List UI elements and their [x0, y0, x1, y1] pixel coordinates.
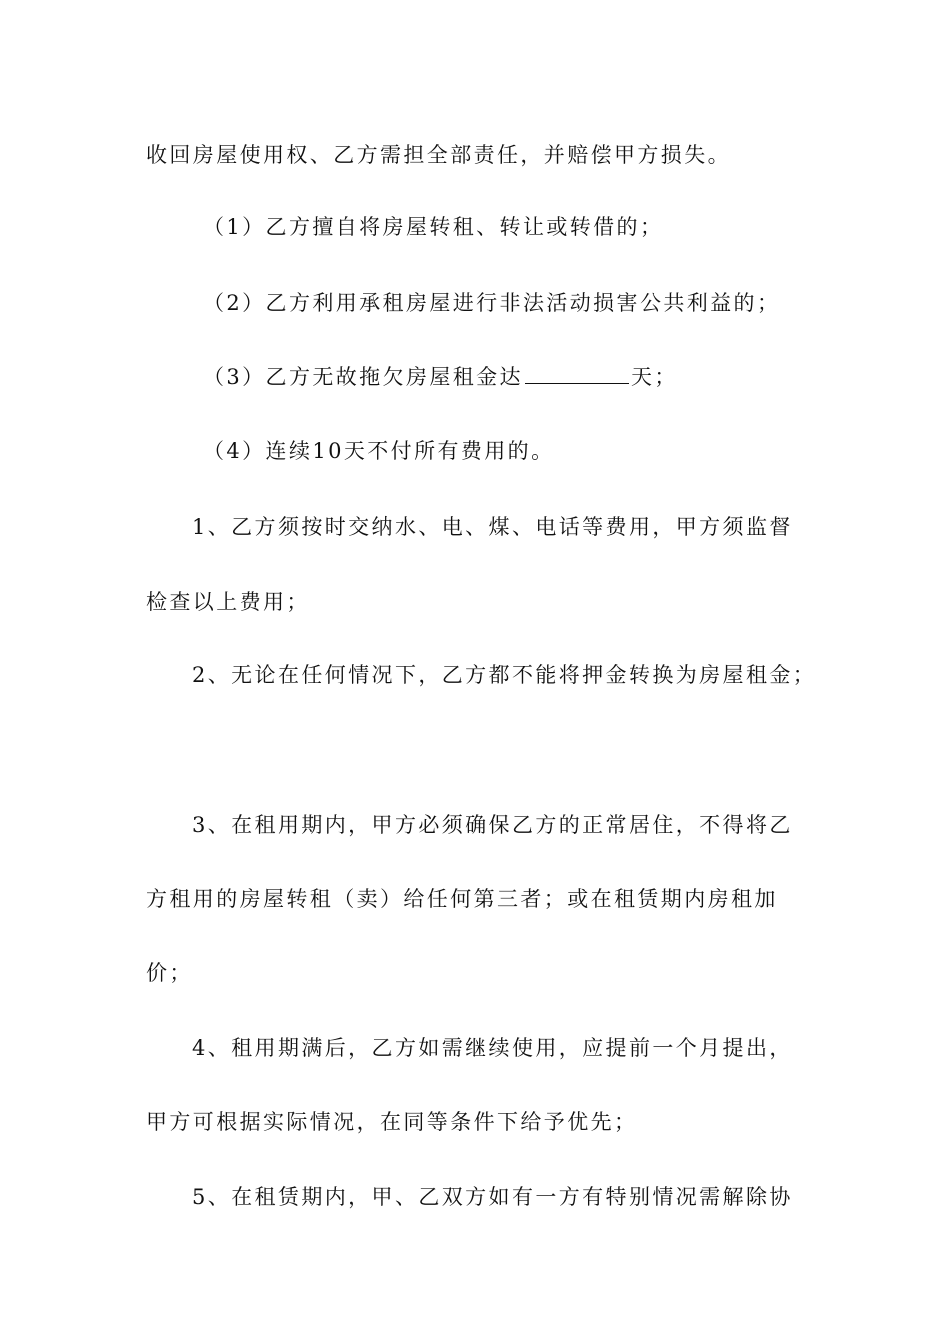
- clause-item-2: （2）乙方利用承租房屋进行非法活动损害公共利益的；: [203, 291, 781, 315]
- article-3-line-2: 方租用的房屋转租（卖）给任何第三者；或在租赁期内房租加: [146, 887, 778, 911]
- article-2: 2、无论在任何情况下，乙方都不能将押金转换为房屋租金；: [192, 663, 817, 687]
- article-3-line-1: 3、在租用期内，甲方必须确保乙方的正常居住，不得将乙: [192, 813, 793, 837]
- clause-item-3-suffix: 天；: [630, 365, 678, 389]
- article-4-line-1: 4、租用期满后，乙方如需继续使用，应提前一个月提出，: [192, 1036, 793, 1060]
- article-1-line-2: 检查以上费用；: [146, 590, 310, 614]
- paragraph-line: 收回房屋使用权、乙方需担全部责任，并赔偿甲方损失。: [146, 143, 731, 167]
- clause-item-3: [203, 362, 678, 392]
- article-3-line-3: 价；: [146, 961, 193, 985]
- article-5-line-1: 5、在租赁期内，甲、乙双方如有一方有特别情况需解除协: [192, 1185, 793, 1209]
- article-4-line-2: 甲方可根据实际情况，在同等条件下给予优先；: [146, 1110, 638, 1134]
- article-1-line-1: 1、乙方须按时交纳水、电、煤、电话等费用，甲方须监督: [192, 515, 793, 539]
- clause-item-4: （4）连续10天不付所有费用的。: [203, 439, 555, 463]
- clause-item-1: （1）乙方擅自将房屋转租、转让或转借的；: [203, 215, 664, 239]
- fill-in-blank: [525, 363, 629, 384]
- clause-item-3-text: （3）乙方无故拖欠房屋租金达: [203, 365, 523, 389]
